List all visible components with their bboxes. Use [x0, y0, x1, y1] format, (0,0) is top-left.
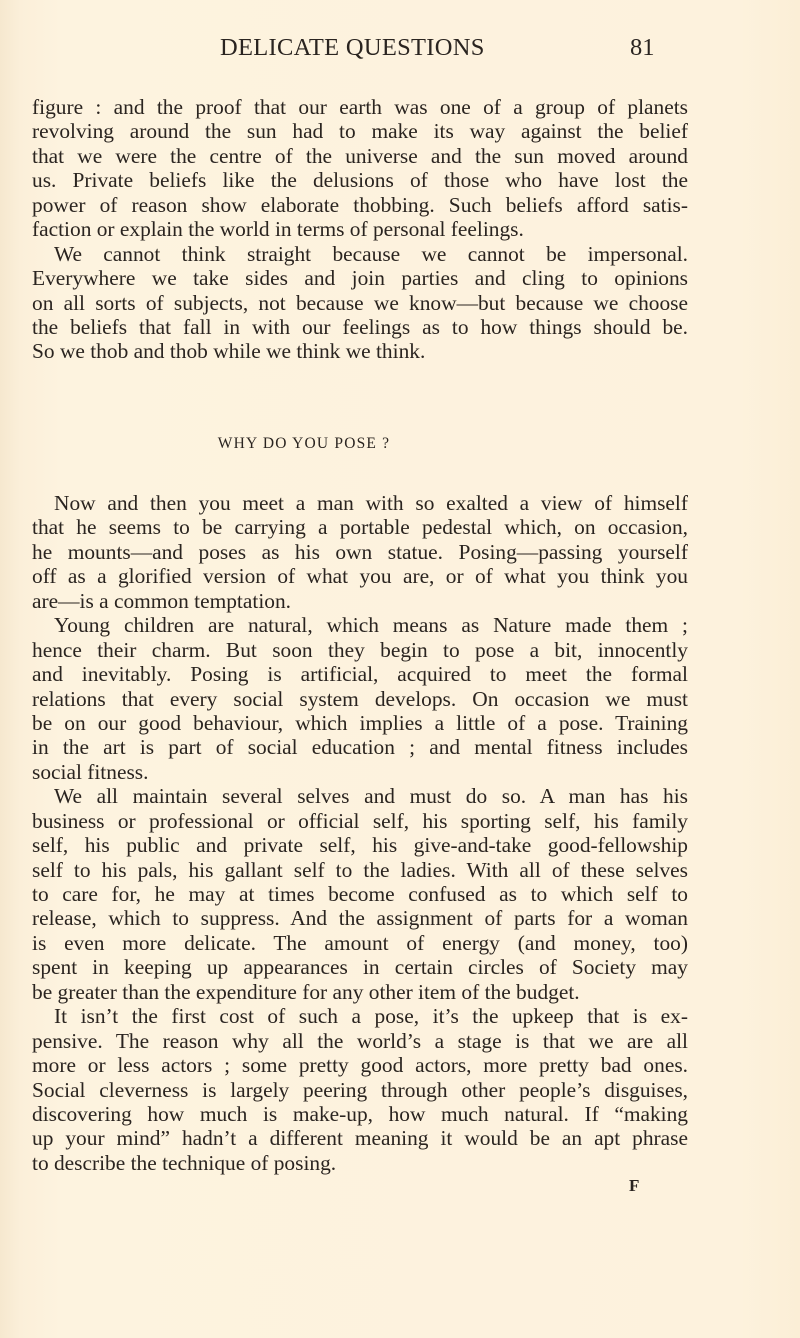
text-line: off as a glorified version of what you are, or of what you think you [32, 564, 688, 589]
text-line: power of reason show elaborate thobbing. Such beliefs afford satis- [32, 192, 688, 217]
text-line: We all maintain several selves and must do so. A man has his [54, 784, 688, 809]
text-line: be greater than the expenditure for any other item of the budget. [32, 979, 580, 1004]
text-line: the beliefs that fall in with our feelings as to how things should be. [32, 314, 688, 339]
text-line: Now and then you meet a man with so exalted a view of himself [54, 491, 688, 515]
text-line: Social cleverness is largely peering through other people’s disguises, [32, 1077, 688, 1102]
text-line: on all sorts of subjects, not because we know—but because we choose [32, 290, 688, 315]
text-line: he mounts—and poses as his own statue. Posing—passing yourself [32, 539, 688, 564]
text-line: Everywhere we take sides and join parties and cling to opinions [32, 266, 688, 291]
page-number: 81 [630, 34, 655, 61]
text-line: be on our good behaviour, which implies a little of a pose. Training [32, 710, 688, 735]
section-heading-text: WHY DO YOU POSE ? [217, 435, 391, 452]
text-line: figure : and the proof that our earth was one of a group of planets [32, 95, 688, 119]
text-line: So we thob and thob while we think we think. [32, 339, 426, 364]
body-text-section-2 [32, 491, 688, 1175]
text-line: It isn’t the first cost of such a pose, it’s the upkeep that is ex- [54, 1004, 688, 1029]
text-line: in the art is part of social education ; and mental fitness includes [32, 735, 688, 760]
text-line: spent in keeping up appearances in certain circles of Society may [32, 955, 688, 980]
text-line: hence their charm. But soon they begin to pose a bit, innocently [32, 637, 688, 662]
text-line: discovering how much is make-up, how much natural. If “making [32, 1101, 688, 1126]
text-line: We cannot think straight because we cannot be impersonal. [54, 241, 688, 266]
text-line: that we were the centre of the universe and the sun moved around [32, 143, 688, 168]
text-line: are—is a common temptation. [32, 588, 291, 613]
text-line: to care for, he may at times become confused as to which self to [32, 882, 688, 906]
text-line: and inevitably. Posing is artificial, acquired to meet the formal [32, 662, 688, 687]
running-head [32, 33, 688, 63]
text-line: self, his public and private self, his give-and-take good-fellowship [32, 833, 688, 858]
text-line: business or professional or official self, his sporting self, his family [32, 808, 688, 833]
text-line: pensive. The reason why all the world’s a stage is that we are all [32, 1028, 688, 1053]
text-line: us. Private beliefs like the delusions of those who have lost the [32, 168, 688, 193]
running-title: DELICATE QUESTIONS [220, 34, 485, 61]
body-text-section-1 [32, 95, 688, 364]
section-heading [32, 434, 688, 454]
text-line: release, which to suppress. And the assignment of parts for a woman [32, 906, 688, 931]
text-line: more or less actors ; some pretty good actors, more pretty bad ones. [32, 1053, 688, 1078]
signature-mark: F [629, 1176, 640, 1195]
text-line: social fitness. [32, 759, 149, 784]
text-line: self to his pals, his gallant self to the ladies. With all of these selves [32, 857, 688, 882]
text-line: is even more delicate. The amount of energy (and money, too) [32, 930, 688, 955]
text-line: revolving around the sun had to make its way against the belief [32, 119, 688, 144]
text-line: to describe the technique of posing. [32, 1150, 337, 1175]
text-line: relations that every social system develops. On occasion we must [32, 686, 688, 711]
text-line: up your mind” hadn’t a different meaning it would be an apt phrase [32, 1126, 688, 1151]
text-line: faction or explain the world in terms of personal feelings. [32, 217, 524, 242]
text-line: Young children are natural, which means as Nature made them ; [54, 613, 688, 638]
text-line: that he seems to be carrying a portable pedestal which, on occasion, [32, 515, 688, 540]
